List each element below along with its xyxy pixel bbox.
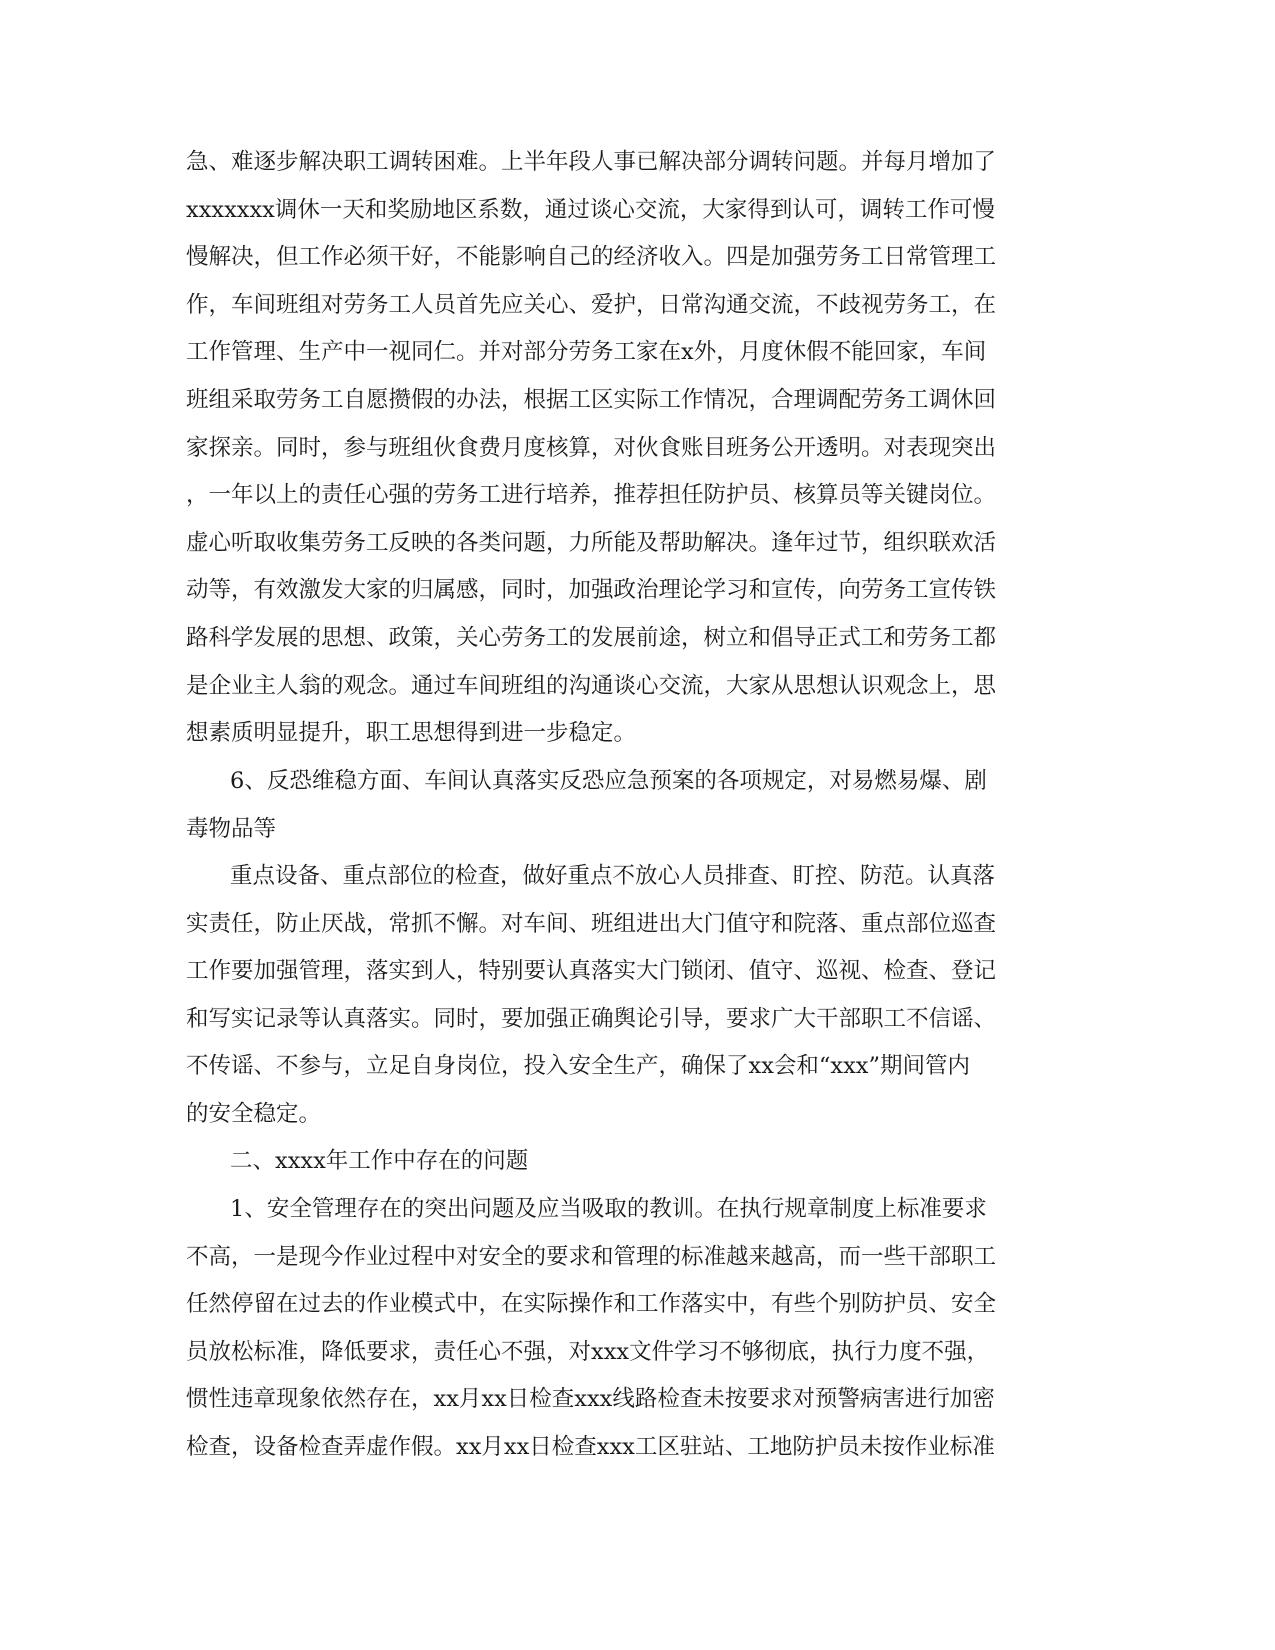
- text-line: 动等，有效激发大家的归属感，同时，加强政治理论学习和宣传，向劳务工宣传铁: [186, 577, 997, 604]
- section-heading: [186, 1138, 1066, 1186]
- text-line: 慢解决，但工作必须干好，不能影响自己的经济收入。四是加强劳务工日常管理工: [186, 244, 997, 271]
- text-line: ，一年以上的责任心强的劳务工进行培养，推荐担任防护员、核算员等关键岗位。: [186, 482, 997, 509]
- paragraph-anti-terror: [186, 758, 1066, 853]
- text-line: xxxxxxx调休一天和奖励地区系数，通过谈心交流，大家得到认可，调转工作可慢: [186, 196, 995, 223]
- text-line: 惯性违章现象依然存在，xx月xx日检查xxx线路检查未按要求对预警病害进行加密: [186, 1386, 995, 1413]
- text-line: 1、安全管理存在的突出问题及应当吸取的教训。在执行规章制度上标准要求: [230, 1196, 987, 1222]
- text-line: 是企业主人翁的观念。通过车间班组的沟通谈心交流，大家从思想认识观念上，思: [186, 672, 997, 699]
- section-heading-text: 二、xxxx年工作中存在的问题: [230, 1148, 529, 1174]
- text-line: 和写实记录等认真落实。同时，要加强正确舆论引导，要求广大干部职工不信谣、: [186, 1005, 997, 1032]
- text-line: 不高，一是现今作业过程中对安全的要求和管理的标准越来越高，而一些干部职工: [186, 1243, 997, 1270]
- paragraph-labor-management: [186, 139, 1066, 758]
- text-line: 重点设备、重点部位的检查，做好重点不放心人员排查、盯控、防范。认真落: [230, 863, 996, 889]
- paragraph-key-inspection: [186, 853, 1066, 1139]
- text-line: 路科学发展的思想、政策，关心劳务工的发展前途，树立和倡导正式工和劳务工都: [186, 624, 997, 651]
- text-line: 毒物品等: [186, 815, 277, 842]
- text-line: 员放松标准，降低要求，责任心不强，对xxx文件学习不够彻底，执行力度不强，: [186, 1338, 990, 1365]
- text-line: 实责任，防止厌战，常抓不懈。对车间、班组进出大门值守和院落、重点部位巡查: [186, 910, 997, 937]
- text-line: 班组采取劳务工自愿攒假的办法，根据工区实际工作情况，合理调配劳务工调休回: [186, 386, 997, 413]
- text-line: 工作要加强管理，落实到人，特别要认真落实大门锁闭、值守、巡视、检查、登记: [186, 958, 997, 985]
- text-line: 工作管理、生产中一视同仁。并对部分劳务工家在x外，月度休假不能回家，车间: [186, 339, 987, 366]
- text-line: 任然停留在过去的作业模式中，在实际操作和工作落实中，有些个别防护员、安全: [186, 1291, 997, 1318]
- text-line: 急、难逐步解决职工调转困难。上半年段人事已解决部分调转问题。并每月增加了: [186, 149, 997, 175]
- text-line: 的安全稳定。: [186, 1100, 322, 1127]
- text-line: 作，车间班组对劳务工人员首先应关心、爱护，日常沟通交流，不歧视劳务工，在: [186, 291, 997, 318]
- text-line: 6、反恐维稳方面、车间认真落实反恐应急预案的各项规定，对易燃易爆、剧: [230, 768, 987, 794]
- text-line: 虚心听取收集劳务工反映的各类问题，力所能及帮助解决。逢年过节，组织联欢活: [186, 529, 997, 556]
- text-line: 想素质明显提升，职工思想得到进一步稳定。: [186, 720, 637, 747]
- paragraph-safety-issues: [186, 1186, 1066, 1472]
- text-line: 检查，设备检查弄虚作假。xx月xx日检查xxx工区驻站、工地防护员未按作业标准: [186, 1433, 995, 1460]
- text-line: 家探亲。同时，参与班组伙食费月度核算，对伙食账目班务公开透明。对表现突出: [186, 434, 997, 461]
- text-line: 不传谣、不参与，立足自身岗位，投入安全生产，确保了xx会和“xxx”期间管内: [186, 1053, 970, 1080]
